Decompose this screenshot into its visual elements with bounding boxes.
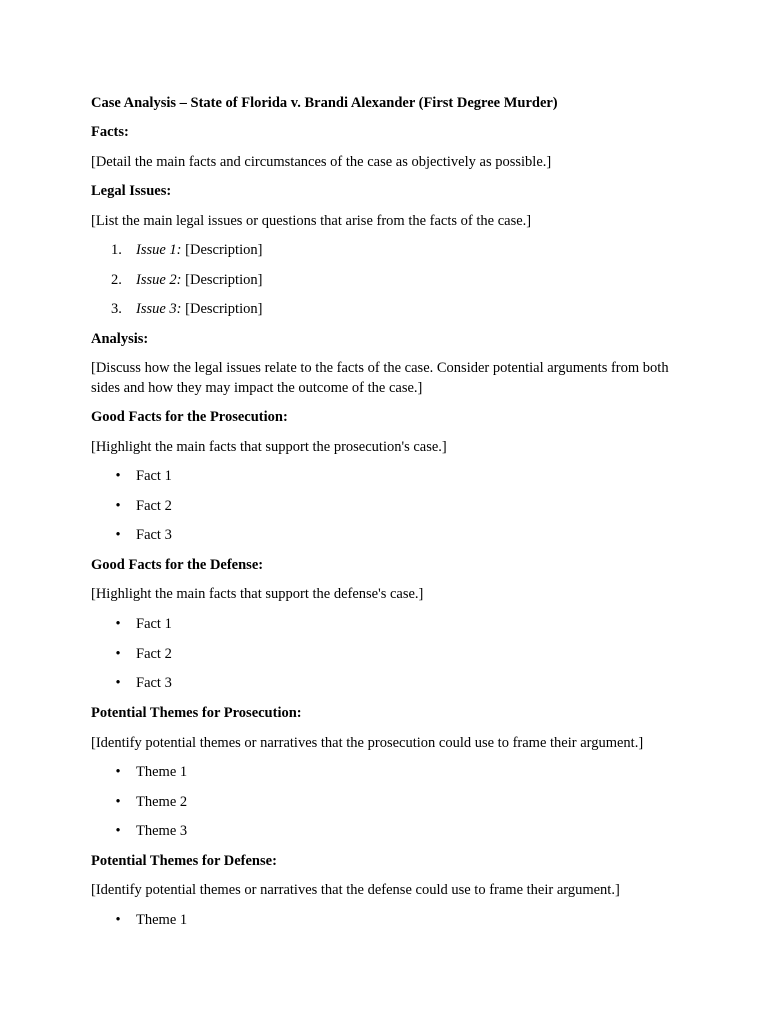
list-item-text: Theme 3 xyxy=(136,823,188,839)
issue-description: [Description] xyxy=(185,242,263,258)
legal-issues-heading: Legal Issues: xyxy=(91,183,172,199)
issue-label: Issue 1: xyxy=(136,242,182,258)
defense-themes-heading: Potential Themes for Defense: xyxy=(91,853,277,869)
issue-label: Issue 3: xyxy=(136,301,182,317)
facts-heading: Facts: xyxy=(91,124,129,140)
list-item-text: Fact 1 xyxy=(136,468,172,484)
issue-label: Issue 2: xyxy=(136,272,182,288)
document-page xyxy=(91,0,691,1024)
defense-themes-text: [Identify potential themes or narratives that the defense could use to frame their argument.] xyxy=(91,882,620,898)
list-number: 3. xyxy=(111,301,122,317)
list-item-text: Theme 2 xyxy=(136,794,188,810)
list-item-text: Fact 1 xyxy=(136,616,172,632)
analysis-heading: Analysis: xyxy=(91,331,149,347)
bullet-icon: • xyxy=(115,794,121,810)
list-item-text: Fact 3 xyxy=(136,675,172,691)
bullet-icon: • xyxy=(115,527,121,543)
list-item-text: Theme 1 xyxy=(136,912,188,928)
defense-facts-text: [Highlight the main facts that support the defense's case.] xyxy=(91,586,424,602)
document-title: Case Analysis – State of Florida v. Brandi Alexander (First Degree Murder) xyxy=(91,95,558,111)
legal-issues-text: [List the main legal issues or questions that arise from the facts of the case.] xyxy=(91,213,532,229)
bullet-icon: • xyxy=(115,823,121,839)
defense-facts-heading: Good Facts for the Defense: xyxy=(91,557,264,573)
list-number: 2. xyxy=(111,272,122,288)
analysis-text: [Discuss how the legal issues relate to the facts of the case. Consider potential arguments from both sides and how they may impact the outcome of the case.] xyxy=(91,360,669,396)
bullet-icon: • xyxy=(115,616,121,632)
bullet-icon: • xyxy=(115,468,121,484)
prosecution-facts-heading: Good Facts for the Prosecution: xyxy=(91,409,288,425)
bullet-icon: • xyxy=(115,675,121,691)
issue-description: [Description] xyxy=(185,301,263,317)
facts-text: [Detail the main facts and circumstances of the case as objectively as possible.] xyxy=(91,154,552,170)
prosecution-themes-heading: Potential Themes for Prosecution: xyxy=(91,705,302,721)
list-number: 1. xyxy=(111,242,122,258)
list-item-text: Fact 2 xyxy=(136,646,172,662)
list-item-text: Theme 1 xyxy=(136,764,188,780)
bullet-icon: • xyxy=(115,764,121,780)
prosecution-facts-text: [Highlight the main facts that support the prosecution's case.] xyxy=(91,439,447,455)
bullet-icon: • xyxy=(115,646,121,662)
issue-description: [Description] xyxy=(185,272,263,288)
list-item-text: Fact 3 xyxy=(136,527,172,543)
list-item-text: Fact 2 xyxy=(136,498,172,514)
bullet-icon: • xyxy=(115,498,121,514)
bullet-icon: • xyxy=(115,912,121,928)
prosecution-themes-text: [Identify potential themes or narratives that the prosecution could use to frame their argument.] xyxy=(91,735,644,751)
